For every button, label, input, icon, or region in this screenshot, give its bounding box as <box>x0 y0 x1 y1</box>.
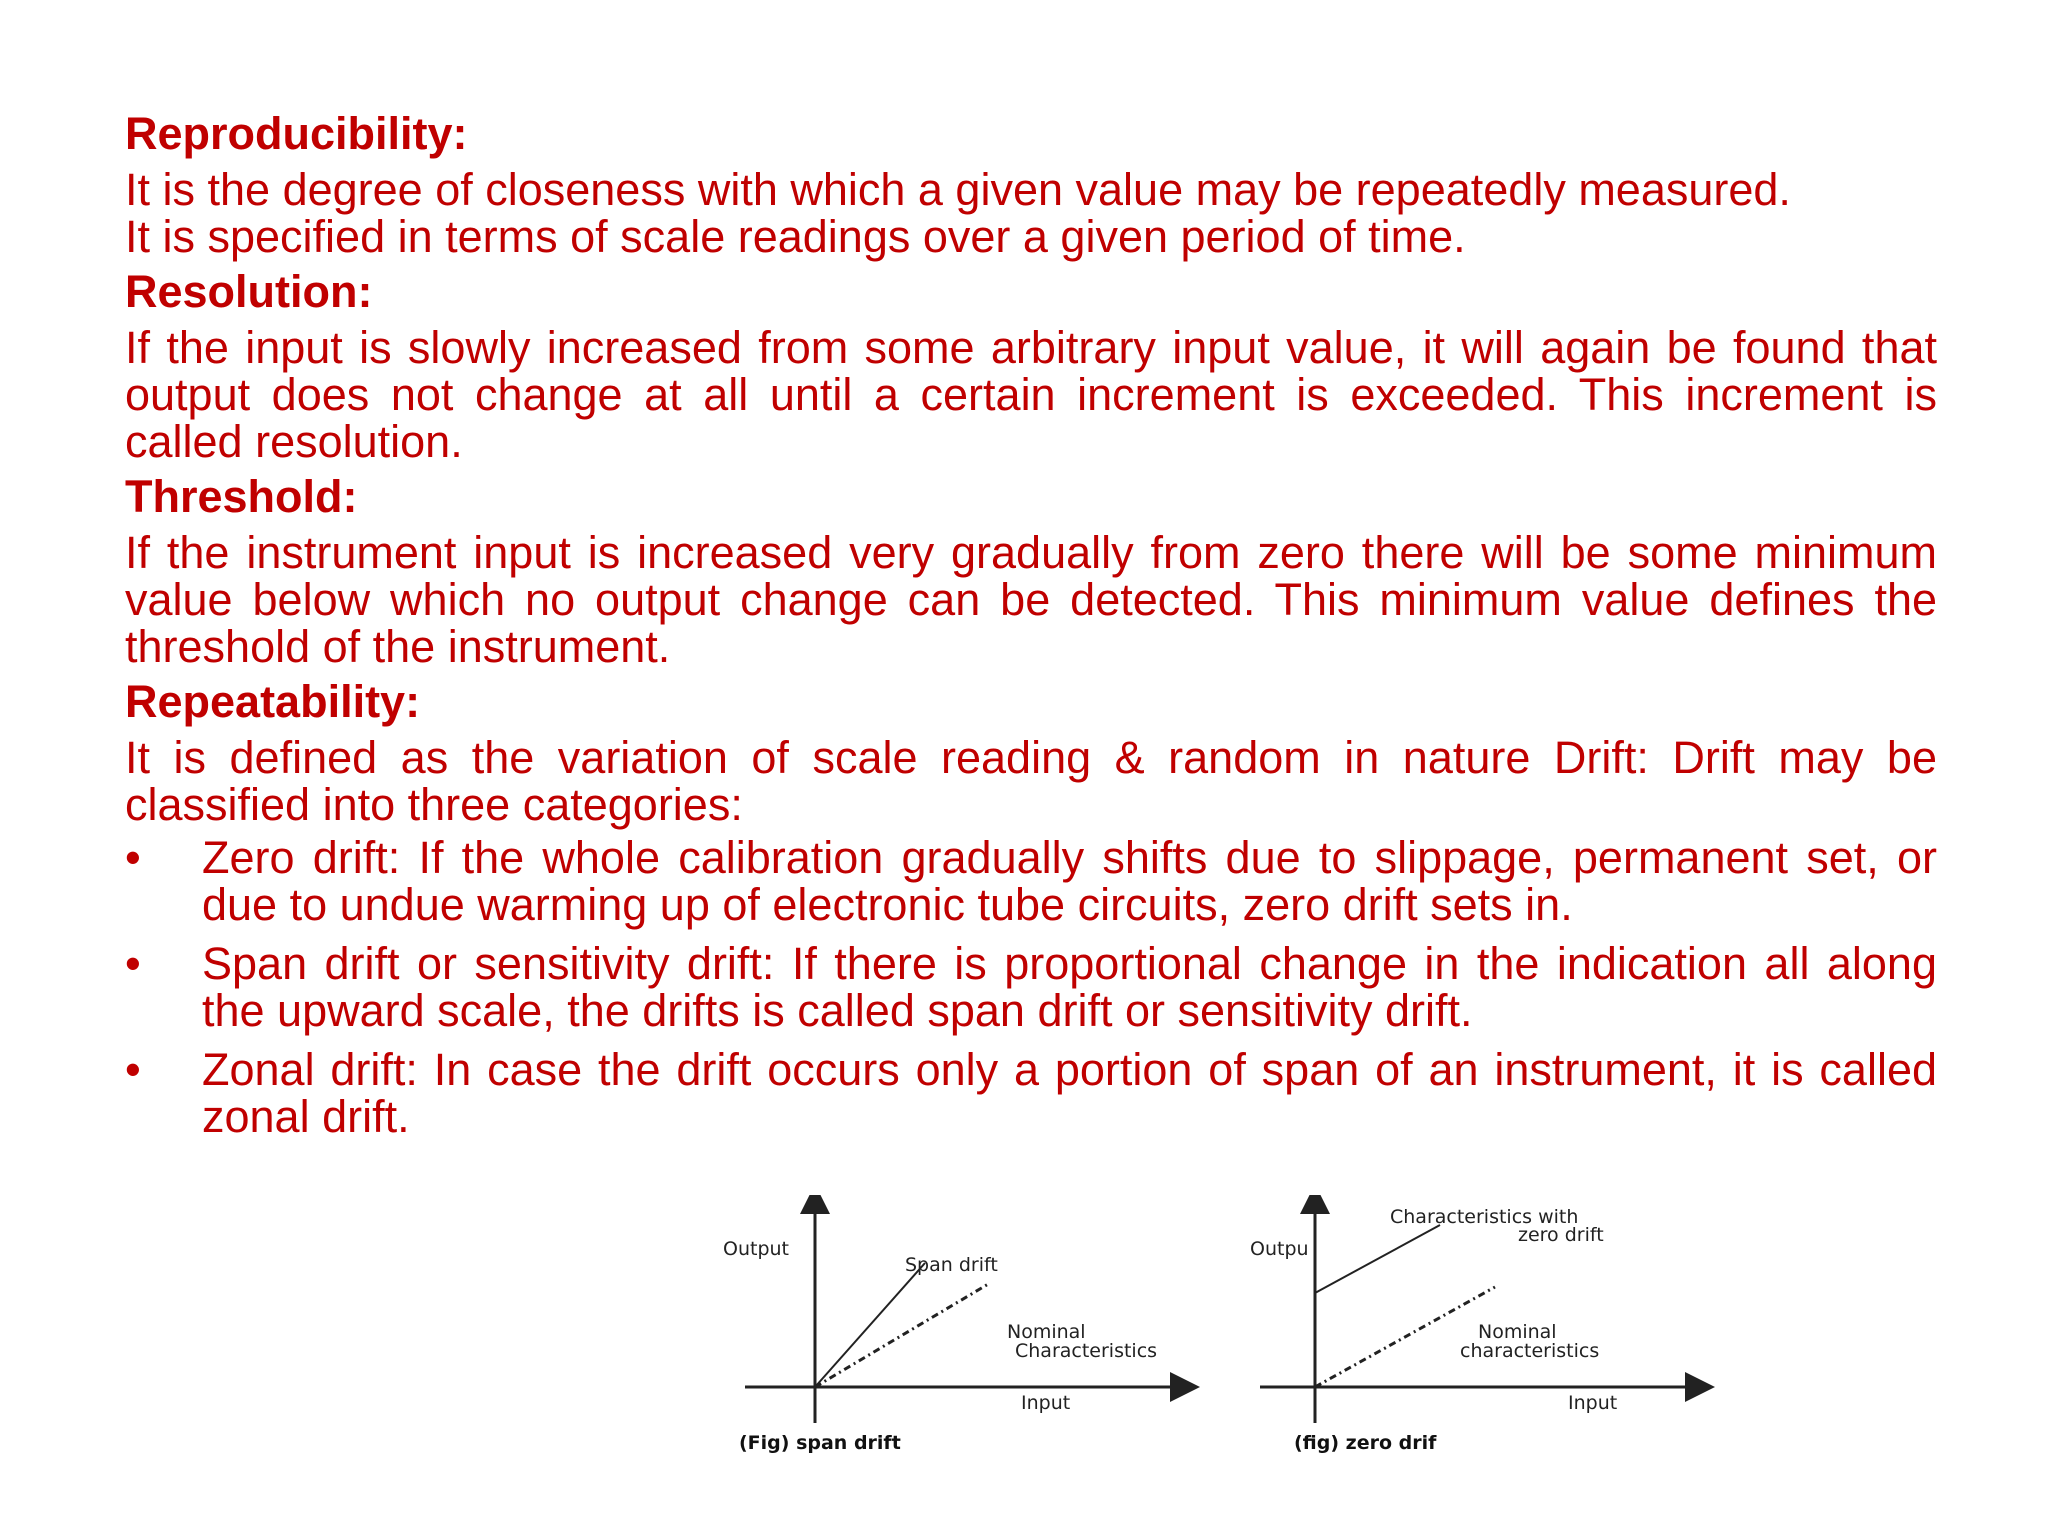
threshold-text: If the instrument input is increased very gradually from zero there will be some minimum value below which no output change can be detected. This minimum value defines the threshold of the instrument. <box>125 527 1937 672</box>
zero-drift-label-line-1: Characteristics with <box>1390 1206 1579 1228</box>
nominal-label-line-1: Nominal <box>1478 1321 1557 1343</box>
heading-repeatability: Repeatability: <box>125 676 421 727</box>
section-repeatability <box>125 676 1937 828</box>
heading-reproducibility: Reproducibility: <box>125 108 468 159</box>
section-reproducibility <box>125 108 1937 260</box>
span-drift-text: Span drift or sensitivity drift: If there is proportional change in the indication all along the upward scale, the drifts is called span drift or sensitivity drift. <box>202 938 1937 1036</box>
resolution-text: If the input is slowly increased from some arbitrary input value, it will again be found that output does not change at all until a certain increment is exceeded. This increment is called resolution. <box>125 322 1937 467</box>
zonal-drift-text: Zonal drift: In case the drift occurs only a portion of span of an instrument, it is called zonal drift. <box>202 1044 1937 1142</box>
nominal-label-line-1: Nominal <box>1007 1321 1086 1343</box>
bullet-icon: • <box>125 938 141 989</box>
section-resolution <box>125 266 1937 465</box>
input-axis-label: Input <box>1568 1392 1618 1414</box>
nominal-label-line-2: Characteristics <box>1015 1340 1158 1362</box>
slide-content <box>125 108 1937 1152</box>
span-drift-caption: (Fig) span drift <box>739 1432 901 1454</box>
bullet-icon: • <box>125 832 141 883</box>
repeatability-text: It is defined as the variation of scale reading & random in nature Drift: Drift may be classified into three categories: <box>125 732 1937 830</box>
drift-list <box>125 834 1937 1140</box>
zero-drift-line <box>1315 1225 1440 1293</box>
zero-drift-caption: (fig) zero drif <box>1294 1432 1437 1454</box>
drift-figures <box>715 1195 1715 1475</box>
output-axis-label: Outpu <box>1250 1238 1309 1260</box>
nominal-label-line-2: characteristics <box>1460 1340 1600 1362</box>
zero-drift-text: Zero drift: If the whole calibration gradually shifts due to slippage, permanent set, or due to undue warming up of electronic tube circuits, zero drift sets in. <box>202 832 1937 930</box>
reproducibility-line-2: It is specified in terms of scale readings over a given period of time. <box>125 211 1466 262</box>
heading-threshold: Threshold: <box>125 471 358 522</box>
nominal-dashed-line <box>815 1283 990 1387</box>
reproducibility-text <box>125 166 1937 260</box>
span-drift-figure <box>715 1195 1235 1475</box>
nominal-dashed-line <box>1315 1287 1495 1387</box>
output-axis-label: Output <box>723 1238 789 1260</box>
zero-drift-figure <box>1250 1195 1715 1475</box>
zero-drift-label-line-2: zero drift <box>1518 1224 1604 1246</box>
input-axis-label: Input <box>1021 1392 1071 1414</box>
section-threshold <box>125 471 1937 670</box>
reproducibility-line-1: It is the degree of closeness with which a given value may be repeatedly measured. <box>125 164 1791 215</box>
span-drift-line <box>815 1263 925 1387</box>
span-drift-label: Span drift <box>905 1254 998 1276</box>
list-item-zero-drift <box>125 834 1937 928</box>
bullet-icon: • <box>125 1044 141 1095</box>
list-item-zonal-drift <box>125 1046 1937 1140</box>
heading-resolution: Resolution: <box>125 266 373 317</box>
list-item-span-drift <box>125 940 1937 1034</box>
